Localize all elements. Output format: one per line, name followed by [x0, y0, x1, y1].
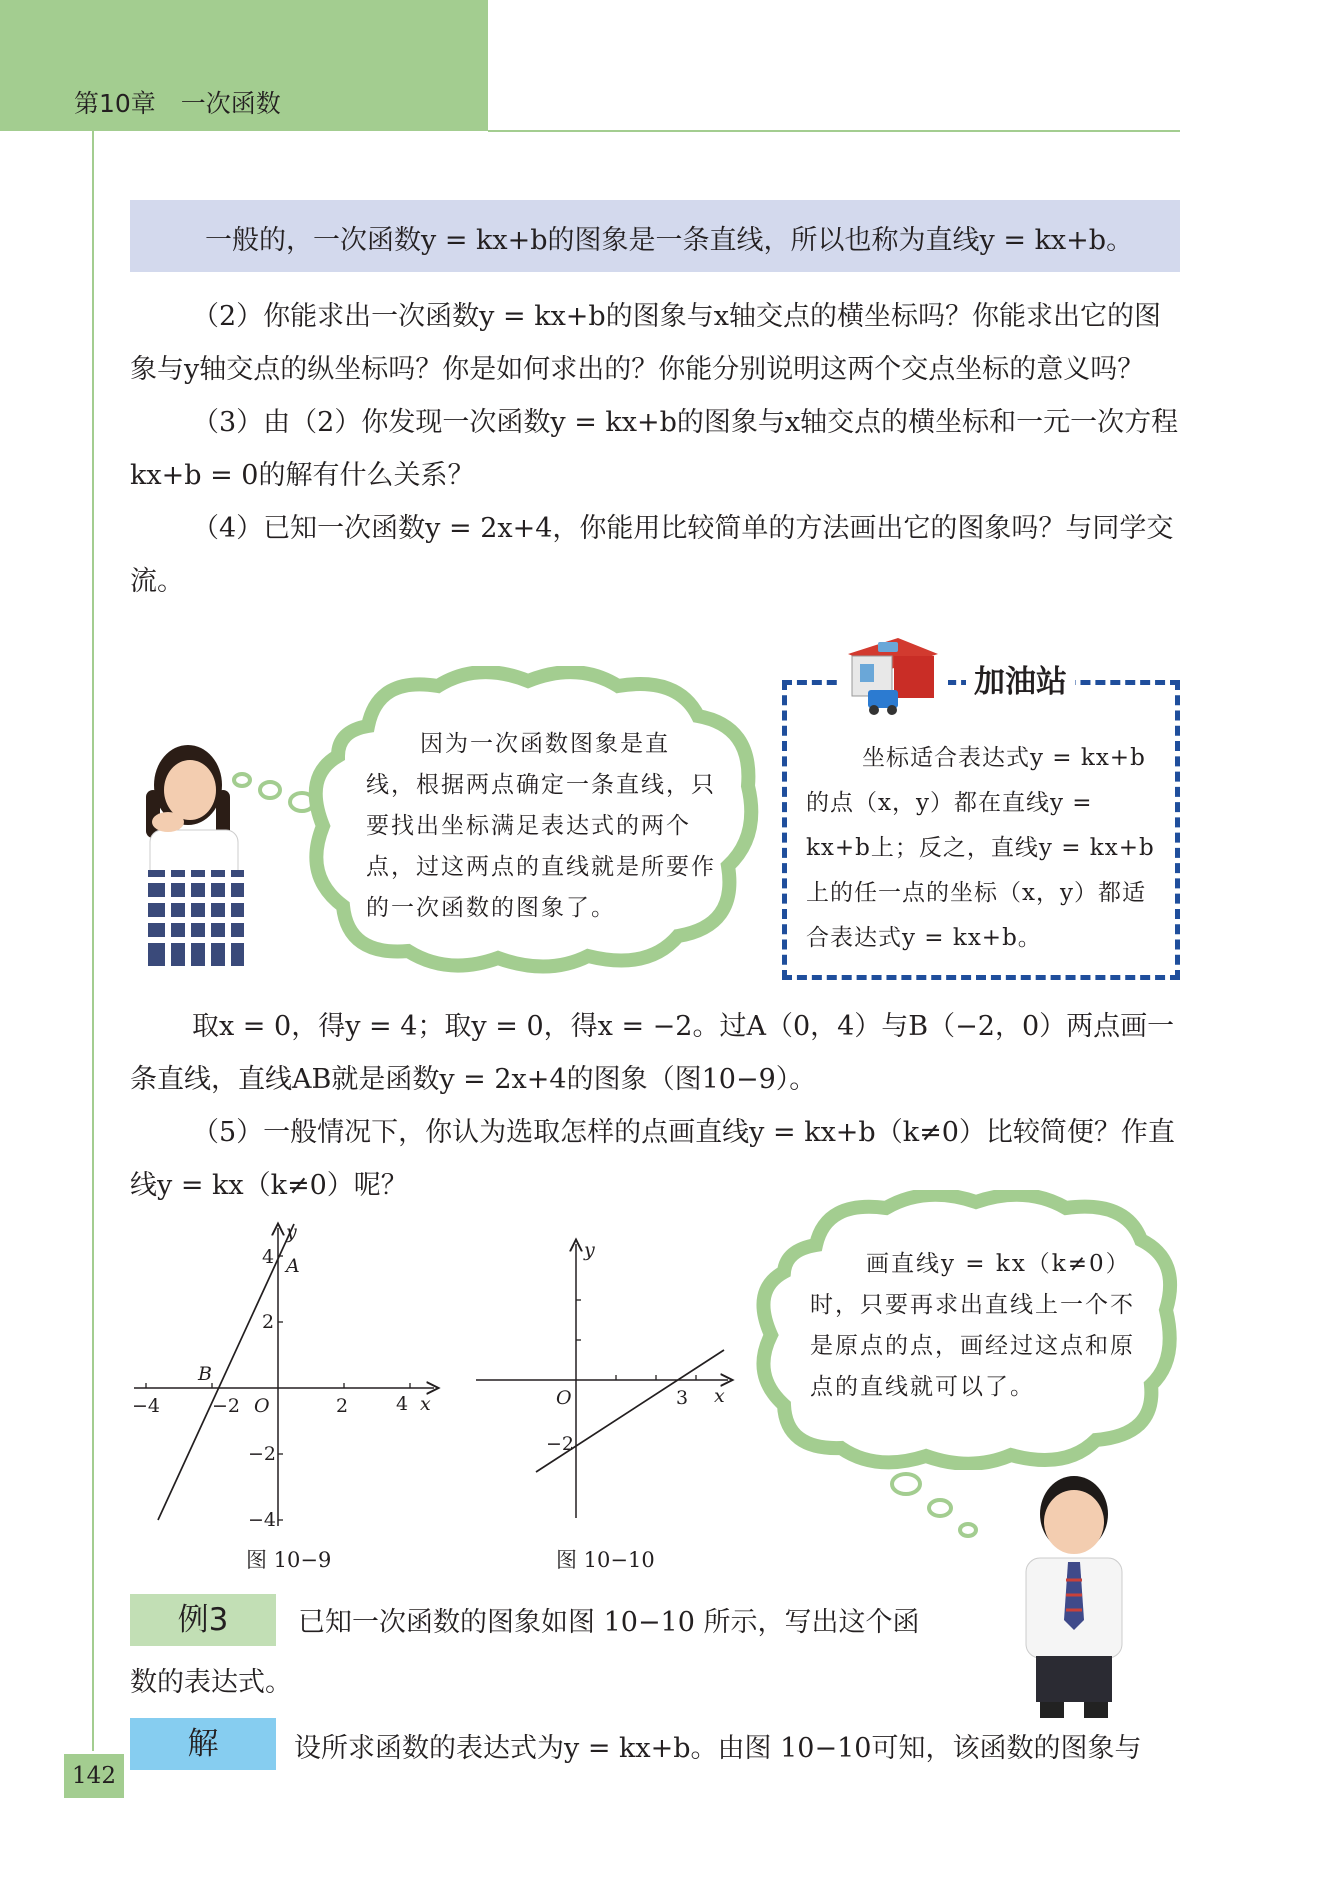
line-y-2x-4 [158, 1224, 294, 1520]
point-b-label: B [198, 1363, 212, 1385]
question-2: （2）你能求出一次函数y = kx+b的图象与x轴交点的横坐标吗？你能求出它的图象与y轴交点的纵坐标吗？你是如何求出的？你能分别说明这两个交点坐标的意义吗？ [130, 301, 1161, 385]
margin-rule [92, 131, 94, 1751]
y-axis-label: y [286, 1221, 297, 1243]
thought-bubbles-boy [888, 1470, 988, 1550]
questions-block [130, 290, 1182, 608]
question-4: （4）已知一次函数y = 2x+4，你能用比较简单的方法画出它的图象吗？与同学交流。 [130, 513, 1174, 597]
ticks [576, 1300, 696, 1380]
y-tick-2: 2 [262, 1311, 275, 1333]
question-5: （5）一般情况下，你认为选取怎样的点画直线y = kx+b（k≠0）比较简便？作直线y = kx（k≠0）呢？ [130, 1117, 1175, 1201]
x-tick-neg4: −4 [132, 1395, 161, 1417]
solution-label: 解 [130, 1718, 276, 1770]
example-3-text-line1: 已知一次函数的图象如图 10−10 所示，写出这个函 [298, 1607, 920, 1638]
chapter-title: 第10章 一次函数 [74, 89, 281, 118]
y-axis-label: y [584, 1239, 595, 1261]
station-title: 加油站 [966, 656, 1075, 701]
figure-10-9-caption: 图 10−9 [246, 1548, 332, 1572]
boy-illustration [996, 1470, 1152, 1720]
girl-thought-text: 因为一次函数图象是直线，根据两点确定一条直线，只要找出坐标满足表达式的两个点，过这两点的直线就是所要作的一次函数的图象了。 [366, 731, 716, 921]
page-number: 142 [64, 1754, 124, 1798]
figure-10-9 [128, 1220, 448, 1540]
solution-block [130, 1000, 1182, 1212]
boy-thought-text: 画直线y = kx（k≠0）时，只要再求出直线上一个不是原点的点，画经过这点和原点的直线就可以了。 [810, 1251, 1135, 1400]
y-tick-neg4: −4 [248, 1509, 277, 1531]
solution-paragraph: 取x = 0，得y = 4；取y = 0，得x = −2。过A（0，4）与B（−2，0）两点画一条直线，直线AB就是函数y = 2x+4的图象（图10−9）。 [130, 1011, 1175, 1095]
x-tick-4: 4 [396, 1393, 409, 1415]
station-text: 坐标适合表达式y = kx+b的点（x，y）都在直线y = kx+b上；反之，直线y = kx+b上的任一点的坐标（x，y）都适合表达式y = kx+b。 [806, 745, 1155, 951]
x-axis-label: x [420, 1393, 431, 1415]
y-tick-neg2: −2 [248, 1443, 277, 1465]
header-rule [488, 130, 1180, 132]
figure-10-10 [470, 1236, 740, 1526]
origin-label: O [556, 1387, 572, 1409]
figure-10-10-caption: 图 10−10 [556, 1548, 655, 1572]
y-tick-4: 4 [262, 1246, 275, 1268]
x-tick-2: 2 [336, 1395, 349, 1417]
gas-station-icon [838, 634, 948, 718]
example-3-label: 例3 [130, 1594, 276, 1646]
origin-label: O [254, 1395, 270, 1417]
point-a-label: A [286, 1255, 300, 1277]
y-tick-neg2: −2 [546, 1433, 575, 1455]
example-3-text-line2: 数的表达式。 [130, 1667, 292, 1698]
x-tick-3: 3 [676, 1387, 689, 1409]
definition-text: 一般的，一次函数y = kx+b的图象是一条直线，所以也称为直线y = kx+b。 [205, 225, 1134, 256]
girl-illustration [128, 730, 268, 968]
x-tick-neg2: −2 [212, 1395, 241, 1417]
x-axis-label: x [714, 1385, 725, 1407]
solution-text: 设所求函数的表达式为y = kx+b。由图 10−10可知，该函数的图象与 [294, 1733, 1142, 1764]
question-3: （3）由（2）你发现一次函数y = kx+b的图象与x轴交点的横坐标和一元一次方程kx+b = 0的解有什么关系？ [130, 407, 1179, 491]
